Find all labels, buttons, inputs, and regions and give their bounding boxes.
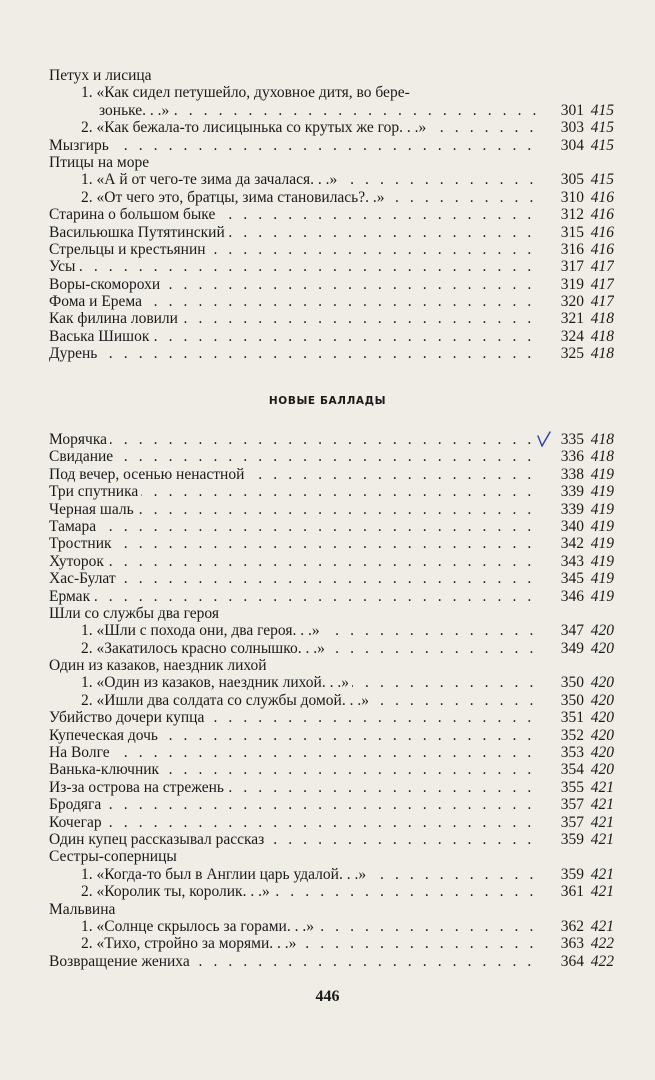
toc-entry-note-page: 415 — [590, 119, 614, 137]
toc-entry-note-page: 417 — [590, 258, 614, 276]
toc-entry — [49, 674, 614, 691]
toc-entry — [49, 483, 614, 500]
toc-entry-page: 345 — [560, 570, 584, 588]
toc-entry-title: Фома и Ерема — [49, 293, 145, 310]
toc-entry — [49, 831, 614, 848]
toc-entry — [49, 154, 614, 171]
toc-entry — [49, 137, 614, 154]
toc-entry-page: 324 — [560, 327, 584, 345]
toc-entry-title: Старина о большом быке — [49, 206, 218, 223]
toc-entry-page: 359 — [560, 830, 584, 848]
toc-entry — [49, 102, 614, 119]
toc-entry-note-page: 420 — [590, 744, 614, 762]
toc-entry-title: Свидание — [49, 448, 116, 465]
toc-entry-page: 362 — [560, 917, 584, 935]
toc-entry-title: Возвращение жениха — [49, 953, 193, 970]
toc-entry-title: Васька Шишок — [49, 328, 152, 345]
toc-entry — [49, 761, 614, 778]
toc-entry-page: 312 — [560, 206, 584, 224]
toc-entry-note-page: 422 — [590, 952, 614, 970]
toc-entry-note-page: 416 — [590, 223, 614, 241]
toc-entry-title: Дурень — [49, 345, 100, 362]
toc-entry-page: 357 — [560, 813, 584, 831]
toc-entry-note-page: 416 — [590, 206, 614, 224]
toc-entry-note-page: 418 — [590, 327, 614, 345]
toc-entry-page: 325 — [560, 345, 584, 363]
toc-entry-note-page: 420 — [590, 761, 614, 779]
toc-entry — [49, 727, 614, 744]
toc-entry-title: Убийство дочери купца — [49, 709, 207, 726]
toc-entry-note-page: 421 — [590, 796, 614, 814]
toc-entry-page: 315 — [560, 223, 584, 241]
toc-entry-page: 350 — [560, 691, 584, 709]
toc-entry — [49, 518, 614, 535]
toc-entry-page: 316 — [560, 240, 584, 258]
toc-entry-note-page: 415 — [590, 101, 614, 119]
toc-entry — [49, 883, 614, 900]
toc-entry-title: Три спутника — [49, 483, 141, 500]
toc-entry-title: Сестры-соперницы — [49, 848, 180, 865]
toc-entry-page: 354 — [560, 761, 584, 779]
toc-entry-note-page: 420 — [590, 622, 614, 640]
toc-entry-page: 305 — [560, 171, 584, 189]
toc-entry — [49, 431, 614, 448]
toc-entry-title: Шли со службы два героя — [49, 605, 222, 622]
toc-entry-title: Под вечер, осенью ненастной — [49, 466, 247, 483]
toc-entry-page: 321 — [560, 310, 584, 328]
toc-entry-title: Петух и лисица — [49, 67, 155, 84]
toc-entry-page: 363 — [560, 935, 584, 953]
toc-entry-title: 2. «От чего это, братцы, зима становилась?. .» — [81, 189, 388, 206]
toc-entry-title: 2. «Королик ты, королик. . .» — [81, 883, 273, 900]
toc-entry — [49, 779, 614, 796]
toc-entry-page: 361 — [560, 883, 584, 901]
toc-entry — [49, 709, 614, 726]
toc-entry-title: 2. «Закатилось красно солнышко. . .» — [81, 640, 328, 657]
toc-entry-page: 339 — [560, 483, 584, 501]
toc-entry-note-page: 418 — [590, 310, 614, 328]
toc-entry-page: 338 — [560, 465, 584, 483]
toc-entry-note-page: 419 — [590, 465, 614, 483]
toc-entry — [49, 345, 614, 362]
toc-entry-page: 319 — [560, 275, 584, 293]
toc-entry-note-page: 419 — [590, 500, 614, 518]
toc-entry — [49, 171, 614, 188]
toc-entry-title: Морячка — [49, 431, 110, 448]
toc-entry-note-page: 421 — [590, 883, 614, 901]
toc-entry-note-page: 415 — [590, 171, 614, 189]
toc-entry-page: 310 — [560, 188, 584, 206]
toc-entry — [49, 901, 614, 918]
toc-entry-note-page: 415 — [590, 136, 614, 154]
toc-entry — [49, 276, 614, 293]
toc-entry — [49, 241, 614, 258]
toc-entry-page: 353 — [560, 744, 584, 762]
toc-entry — [49, 189, 614, 206]
toc-entry-title: Один из казаков, наездник лихой — [49, 657, 270, 674]
toc-entry — [49, 553, 614, 570]
toc-entry-title: Хас-Булат — [49, 570, 119, 587]
toc-entry-note-page: 421 — [590, 778, 614, 796]
toc-entry-page: 340 — [560, 517, 584, 535]
toc-entry-page: 301 — [560, 101, 584, 119]
toc-entry — [49, 935, 614, 952]
toc-entry — [49, 206, 614, 223]
toc-entry-note-page: 419 — [590, 570, 614, 588]
toc-entry-note-page: 421 — [590, 813, 614, 831]
toc-entry-note-page: 420 — [590, 709, 614, 727]
toc-entry — [49, 640, 614, 657]
toc-entry-page: 351 — [560, 709, 584, 727]
toc-entry-title: Воры-скоморохи — [49, 276, 163, 293]
toc-entry — [49, 866, 614, 883]
toc-entry-page: 346 — [560, 587, 584, 605]
toc-entry-note-page: 421 — [590, 865, 614, 883]
toc-entry-title: Бродяга — [49, 796, 104, 813]
toc-entry-note-page: 419 — [590, 587, 614, 605]
toc-entry — [49, 466, 614, 483]
toc-entry — [49, 570, 614, 587]
toc-entry-title: Ванька-ключник — [49, 761, 162, 778]
toc-entry-title: Птицы на море — [49, 154, 152, 171]
toc-entry — [49, 848, 614, 865]
toc-entry-title: 2. «Тихо, стройно за морями. . .» — [81, 935, 299, 952]
toc-entry-title: Тамара — [49, 518, 99, 535]
toc-entry-page: 364 — [560, 952, 584, 970]
toc-entry-title: Мальвина — [49, 901, 118, 918]
toc-entry-page: 357 — [560, 796, 584, 814]
toc-entry — [49, 224, 614, 241]
toc-entry — [49, 310, 614, 327]
toc-entry — [49, 328, 614, 345]
toc-entry-note-page: 419 — [590, 483, 614, 501]
toc-entry-title: Купеческая дочь — [49, 727, 161, 744]
toc-entry-note-page: 422 — [590, 935, 614, 953]
toc-entry-page: 317 — [560, 258, 584, 276]
toc-entry-page: 343 — [560, 552, 584, 570]
toc-entry-title: зоньке. . .» — [99, 102, 172, 119]
toc-entry-note-page: 417 — [590, 293, 614, 311]
toc-entry-title: Как филина ловили — [49, 310, 181, 327]
toc-entry — [49, 258, 614, 275]
toc-entry — [49, 448, 614, 465]
toc-entry-title: Хуторок — [49, 553, 107, 570]
toc-entry-note-page: 419 — [590, 517, 614, 535]
toc-entry — [49, 535, 614, 552]
toc-entry-note-page: 420 — [590, 691, 614, 709]
toc-entry — [49, 692, 614, 709]
toc-entry — [49, 953, 614, 970]
toc-entry-title: Стрельцы и крестьянин — [49, 241, 209, 258]
checkmark-icon — [537, 431, 551, 447]
toc-entry-note-page: 420 — [590, 639, 614, 657]
toc-entry-title: Из-за острова на стрежень — [49, 779, 227, 796]
toc-entry-page: 350 — [560, 674, 584, 692]
toc-entry — [49, 622, 614, 639]
toc-entry-title: Один купец рассказывал рассказ — [49, 831, 267, 848]
toc-entry-note-page: 421 — [590, 917, 614, 935]
toc-entry-page: 349 — [560, 639, 584, 657]
toc-entry-title: Васильюшка Путятинский — [49, 224, 228, 241]
toc-entry-page: 304 — [560, 136, 584, 154]
toc-entry-title: Усы — [49, 258, 78, 275]
toc-entry — [49, 657, 614, 674]
toc-entry-note-page: 418 — [590, 431, 614, 448]
toc-entry-title: Кочегар — [49, 814, 105, 831]
toc-entry — [49, 796, 614, 813]
toc-block-top — [49, 67, 614, 363]
toc-entry-title: Ермак — [49, 588, 93, 605]
toc-entry-title: На Волге — [49, 744, 113, 761]
toc-entry-note-page: 419 — [590, 552, 614, 570]
toc-entry-note-page: 416 — [590, 188, 614, 206]
section-heading: НОВЫЕ БАЛЛАДЫ — [268, 395, 387, 407]
toc-entry-title: 1. «Шли с похода они, два героя. . .» — [81, 622, 323, 639]
toc-entry-title: Черная шаль — [49, 501, 137, 518]
toc-entry-note-page: 420 — [590, 726, 614, 744]
toc-entry — [49, 605, 614, 622]
toc-entry — [49, 84, 614, 101]
toc-entry-note-page: 416 — [590, 240, 614, 258]
toc-entry-page: 336 — [560, 448, 584, 466]
toc-entry-title: 1. «Когда-то был в Англии царь удалой. . .» — [81, 866, 369, 883]
page-number: 446 — [315, 988, 340, 1005]
toc-entry-page: 352 — [560, 726, 584, 744]
toc-entry — [49, 814, 614, 831]
toc-entry — [49, 67, 614, 84]
toc-entry-page: 339 — [560, 500, 584, 518]
toc-entry-note-page: 417 — [590, 275, 614, 293]
toc-entry — [49, 588, 614, 605]
toc-entry-note-page: 420 — [590, 674, 614, 692]
toc-entry-title: Тростник — [49, 535, 115, 552]
toc-entry-title: 1. «Солнце скрылось за горами. . .» — [81, 918, 317, 935]
toc-entry-note-page: 419 — [590, 535, 614, 553]
toc-entry-title: 1. «Как сидел петушейло, духовное дитя, во бере- — [81, 84, 413, 101]
toc-entry-title: 2. «Как бежала-то лисицынька со крутых же гор. . .» — [81, 119, 429, 136]
toc-entry — [49, 918, 614, 935]
toc-entry-note-page: 418 — [590, 448, 614, 466]
toc-block-new-ballads — [49, 431, 614, 970]
toc-entry-page: 320 — [560, 293, 584, 311]
toc-entry-title: 2. «Ишли два солдата со службы домой. . .» — [81, 692, 372, 709]
toc-entry-title: Мызгирь — [49, 137, 112, 154]
toc-entry — [49, 744, 614, 761]
toc-entry — [49, 293, 614, 310]
toc-entry-note-page: 418 — [590, 345, 614, 363]
toc-entry-page: 303 — [560, 119, 584, 137]
toc-entry-title: 1. «Один из казаков, наездник лихой. . .» — [81, 674, 352, 691]
toc-entry — [49, 501, 614, 518]
toc-entry-title: 1. «А й от чего-те зима да зачалася. . .» — [81, 171, 340, 188]
toc-entry-page: 359 — [560, 865, 584, 883]
toc-entry-page: 335 — [560, 431, 584, 448]
toc-entry-page: 347 — [560, 622, 584, 640]
toc-entry-note-page: 421 — [590, 830, 614, 848]
toc-entry — [49, 119, 614, 136]
toc-entry-page: 342 — [560, 535, 584, 553]
toc-entry-page: 355 — [560, 778, 584, 796]
